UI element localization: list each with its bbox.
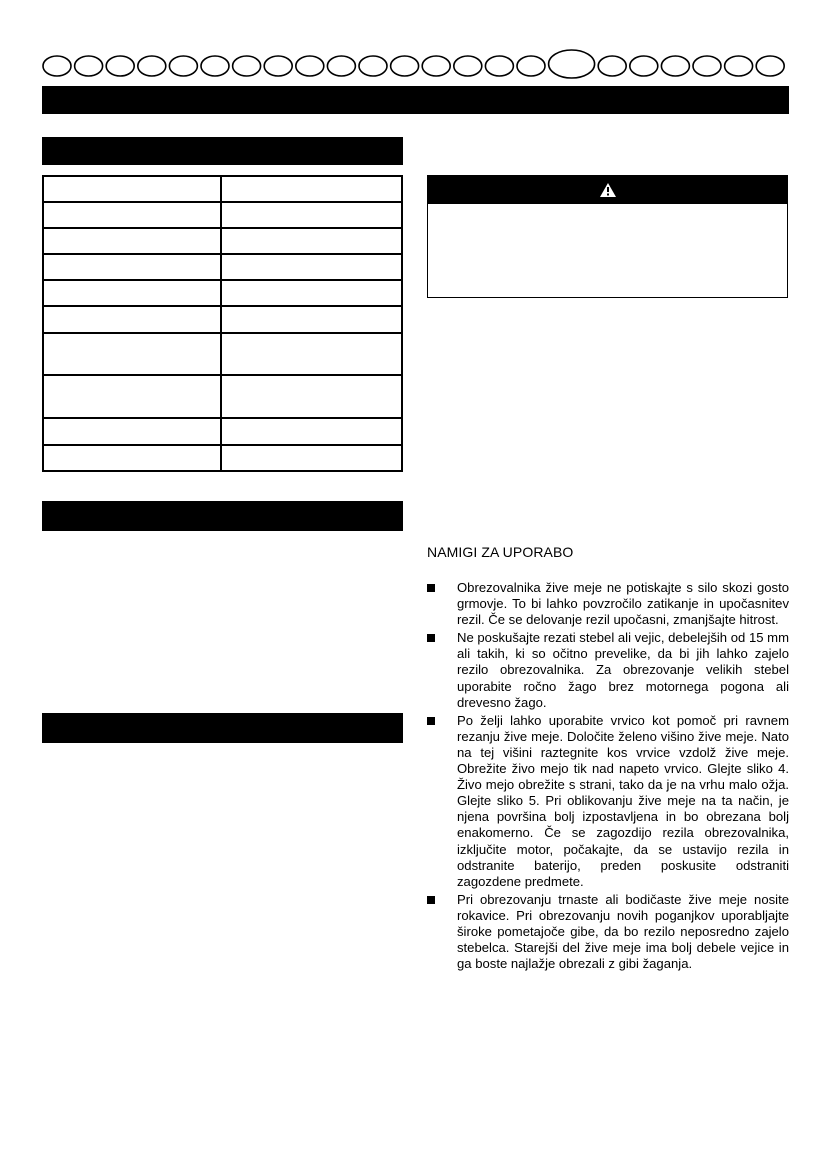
language-tab (756, 56, 784, 76)
language-tab (169, 56, 197, 76)
language-tab (454, 56, 482, 76)
language-tab (661, 56, 689, 76)
tip-text: Po želji lahko uporabite vrvico kot pomoč pri ravnem rezanju žive meje. Določite želeno višino žive meje. Nato na tej višini raztegnite kos vrvice vzdolž žive meje. Obrežite živo mejo tik nad napeto vrvico. Glejte sliko 4. Živo mejo obrežite s strani, tako da je na vrhu malo ožja. Glejte sliko 5. Pri oblikovanju žive meje na ta način, je njena površina bolj izpostavljena in bo obrezana bolj enakomerno. Če se zagozdijo rezila obrezovalnika, izključite motor, počakajte, da se ustavijo rezila in odstranite baterijo, preden poskusite odstraniti zagozdene predmete. (457, 712, 789, 889)
square-bullet-icon (427, 717, 435, 725)
language-tab (296, 56, 324, 76)
tip-text: Pri obrezovanju trnaste ali bodičaste žive meje nosite rokavice. Pri obrezovanju novih poganjkov uporabljajte široke pometajoče gibe, da bo rezilo neposredno zajelo stebelca. Starejši del žive meje ima bolj debele vejice in ga boste najlažje obrezali z gibi žaganja. (457, 891, 789, 972)
language-tab (138, 56, 166, 76)
language-tab (43, 56, 71, 76)
language-tab (725, 56, 753, 76)
tips-heading: NAMIGI ZA UPORABO (427, 544, 574, 560)
language-tab (359, 56, 387, 76)
language-tab-active (549, 50, 595, 78)
language-tab (391, 56, 419, 76)
language-tab (106, 56, 134, 76)
tips-list (427, 580, 789, 974)
tip-text: Ne poskušajte rezati stebel ali vejic, debelejših od 15 mm ali takih, ki so očitno prevelike, da bi jih lahko zajelo rezilo obrezovalnika. Za obrezovanje velikih stebel uporabite ročno žago brez motornega pogona ali drevesno žago. (457, 630, 789, 710)
language-tab (233, 56, 261, 76)
square-bullet-icon (427, 584, 435, 592)
specifications-header-bar (42, 137, 403, 165)
list-item (427, 713, 789, 890)
language-tab (264, 56, 292, 76)
warning-triangle-icon (599, 182, 617, 198)
language-tab (693, 56, 721, 76)
specifications-table (42, 175, 403, 472)
list-item (427, 892, 789, 972)
square-bullet-icon (427, 896, 435, 904)
warning-box (427, 175, 788, 298)
section-header-bar-3 (42, 713, 403, 743)
list-item (427, 630, 789, 710)
language-tab (327, 56, 355, 76)
language-tab (422, 56, 450, 76)
section-header-bar-2 (42, 501, 403, 531)
language-tab (485, 56, 513, 76)
language-tab (517, 56, 545, 76)
language-tab (75, 56, 103, 76)
page-header-bar (42, 86, 789, 114)
list-item (427, 580, 789, 628)
square-bullet-icon (427, 634, 435, 642)
language-tab-row (0, 0, 823, 90)
tip-text: Obrezovalnika žive meje ne potiskajte s silo skozi gosto grmovje. To bi lahko povzročilo zatikanje in upočasnitev rezil. Če se delovanje rezil upočasni, zmanjšajte hitrost. (457, 580, 789, 628)
language-tab (598, 56, 626, 76)
language-tab (630, 56, 658, 76)
language-tab (201, 56, 229, 76)
warning-header (428, 176, 787, 204)
